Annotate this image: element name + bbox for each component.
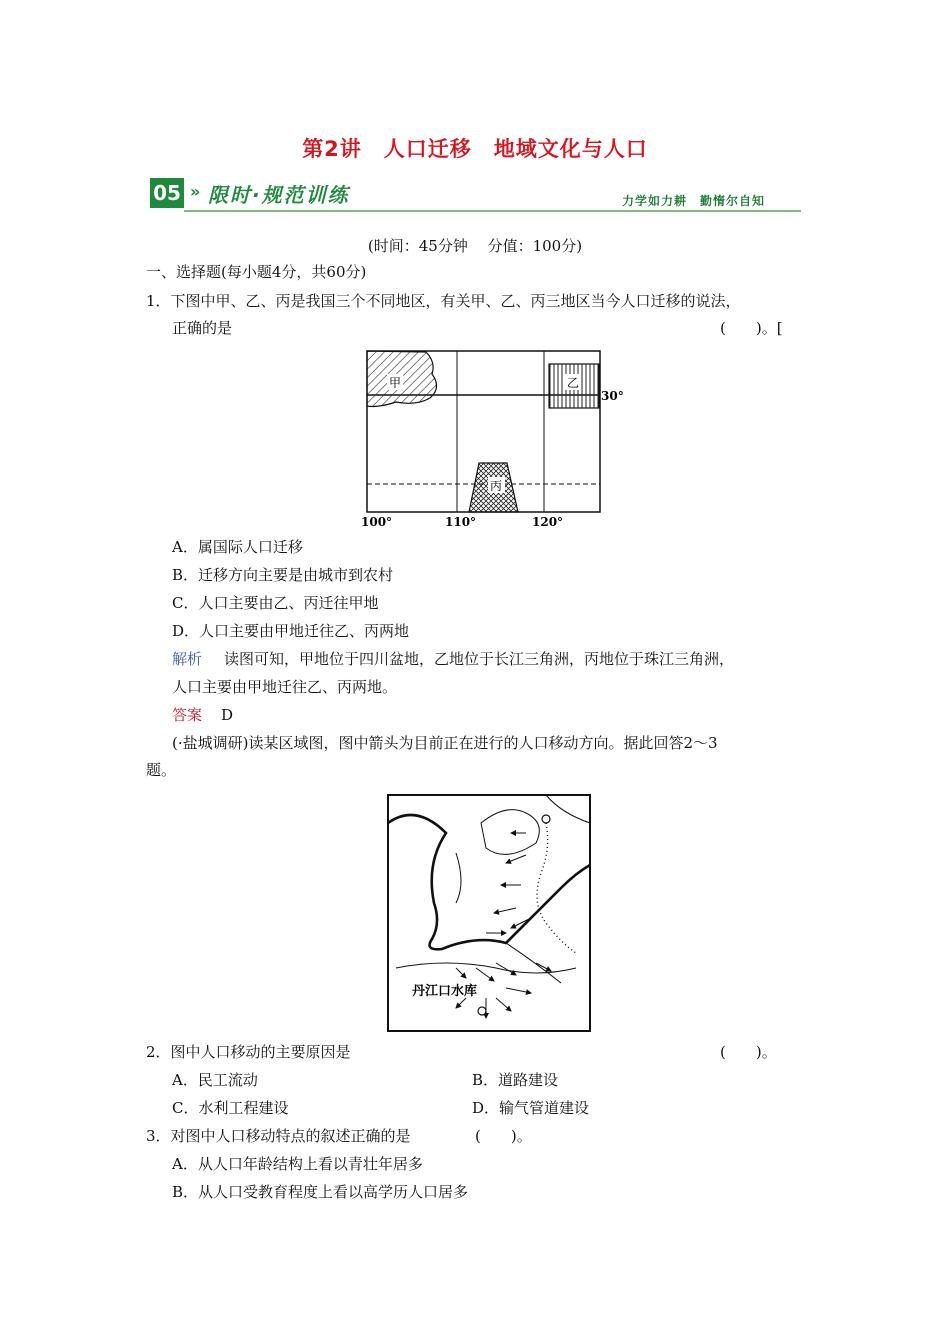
q2-option-a: A．民工流动 [172,1071,258,1089]
map2-city-south [478,1007,486,1015]
main-river [388,815,590,949]
q2-region-map [386,793,592,1033]
map2-lake [481,810,539,855]
q1-stem-line1: 1．下图中甲、乙、丙是我国三个不同地区，有关甲、乙、丙三地区当今人口迁移的说法， [146,292,741,310]
q3-option-a: A．从人口年龄结构上看以青壮年居多 [172,1155,423,1173]
q1-answer-bracket: ( )。[ [720,319,783,337]
region-c-label: 丙 [489,479,503,493]
q2-answer-bracket: ( )。 [720,1043,777,1061]
banner-arrow: » [190,182,201,201]
q3-stem: 3．对图中人口移动特点的叙述正确的是 [146,1127,411,1145]
q1-option-d: D．人口主要由甲地迁往乙、丙两地 [172,622,410,640]
banner-number: 05 [150,178,184,208]
q2-option-d: D．输气管道建设 [472,1099,590,1117]
page-title: 第2讲 人口迁移 地域文化与人口 [302,137,648,161]
lon-label-120: 120° [532,515,564,529]
q2-option-c: C．水利工程建设 [172,1099,289,1117]
q1-stem-line2: 正确的是 [172,319,233,337]
q1-analysis-line2: 人口主要由甲地迁往乙、丙两地。 [172,678,398,696]
lat-label: 30° [601,389,624,403]
map2-tributary-s [506,943,561,983]
exam-meta: (时间：45分钟 分值：100分) [367,237,583,255]
region-b-label: 乙 [566,376,580,390]
section-banner [150,176,801,214]
lon-label-100: 100° [361,515,393,529]
q3-option-b: B．从人口受教育程度上看以高学历人口居多 [172,1183,469,1201]
q1-analysis-line1: 读图可知，甲地位于四川盆地，乙地位于长江三角洲，丙地位于珠江三角洲， [224,650,735,668]
region-a-label: 甲 [388,376,402,390]
q1-option-a: A．属国际人口迁移 [172,538,303,556]
q3-answer-bracket: ( )。 [475,1127,532,1145]
map2-river-south [396,963,576,973]
map2-city-north [542,815,550,823]
q1-option-c: C．人口主要由乙、丙迁往甲地 [172,594,379,612]
q2-option-b: B．道路建设 [472,1071,559,1089]
banner-divider [184,210,801,212]
map2-tributary-w [456,853,461,903]
map2-river-ne [546,795,590,823]
q1-option-b: B．迁移方向主要是由城市到农村 [172,566,394,584]
q1-answer-label: 答案 [172,706,203,724]
section-heading: 一、选择题(每小题4分，共60分) [146,263,367,281]
q1-answer-value: D [221,706,234,724]
intro-line1: (·盐城调研)读某区域图，图中箭头为目前正在进行的人口移动方向。据此回答2～3 [172,734,718,752]
lon-label-110: 110° [445,515,477,529]
q1-map [356,346,624,530]
q2-stem: 2．图中人口移动的主要原因是 [146,1043,351,1061]
q1-analysis-label: 解析 [172,650,203,668]
intro-line2: 题。 [146,761,177,779]
banner-label: 限时·规范训练 [208,183,350,207]
banner-slogan: 力学如力耕 勤惰尔自知 [621,194,765,208]
reservoir-label: 丹江口水库 [412,984,478,999]
pipeline-line [537,823,576,953]
